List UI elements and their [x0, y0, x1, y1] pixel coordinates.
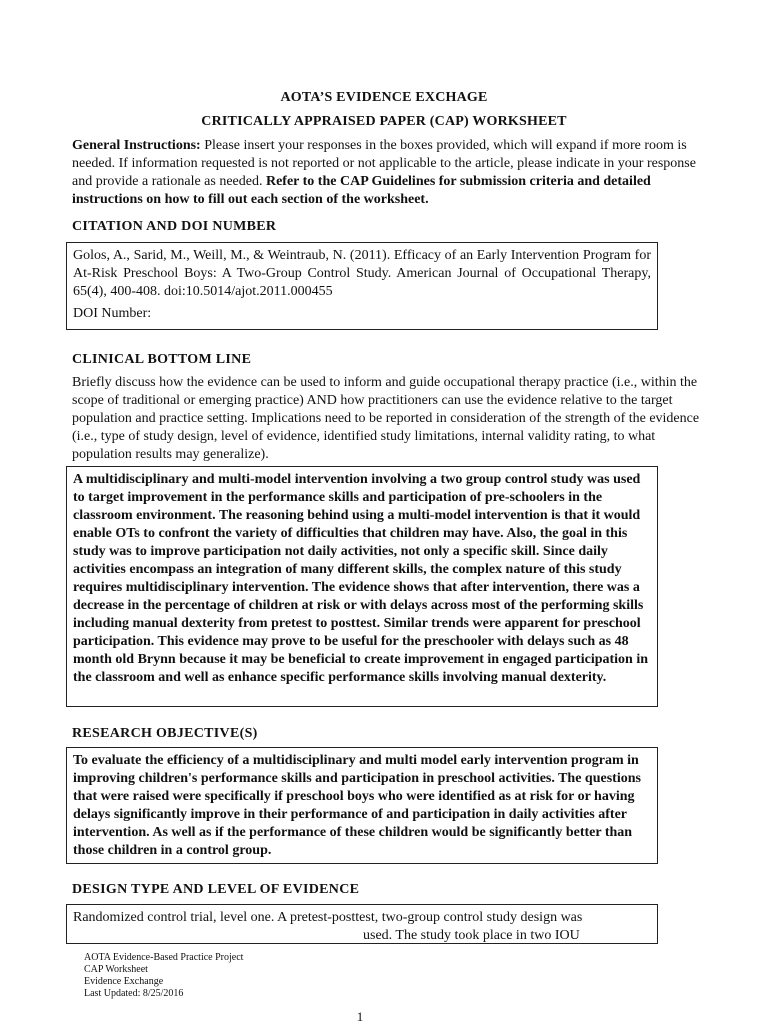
research-objective-heading: RESEARCH OBJECTIVE(S) — [72, 726, 258, 741]
design-type-line-1: Randomized control trial, level one. A pretest-posttest, two-group control study design was — [73, 910, 583, 925]
citation-text: Golos, A., Sarid, M., Weill, M., & Weintraub, N. (2011). Efficacy of an Early Intervention Program for At-Risk Preschool Boys: A Two-Group Control Study. American Journal of Occupational Therapy, 65(4), 400-408. doi:10.5014/ajot.2011.000455 — [73, 248, 651, 299]
research-objective-response: To evaluate the efficiency of a multidisciplinary and multi model early intervention program in improving children's performance skills and participation in preschool activities. The questions that were raised were specifically if preschool boys who were identified as at risk for or having delays significantly improve in their performance of and participation in daily activities after intervention. As well as if the performance of these children would be significantly better than those children in a control group. — [73, 753, 641, 858]
footer-updated: Last Updated: 8/25/2016 — [84, 988, 184, 999]
instructions-label: General Instructions: — [72, 138, 201, 153]
document-title: AOTA’S EVIDENCE EXCHAGE — [280, 90, 488, 105]
clinical-bottom-line-heading: CLINICAL BOTTOM LINE — [72, 352, 252, 367]
footer-exchange: Evidence Exchange — [84, 976, 164, 987]
design-type-box[interactable] — [66, 904, 658, 944]
clinical-bottom-line-response: A multidisciplinary and multi-model intervention involving a two group control study was used to target improvement in the performance skills and participation of pre-schoolers in the classroom environment. The reasoning behind using a multi-model intervention is that it would enable OTs to confront the variety of difficulties that children may have. Also, the goal in this study was to improve participation not daily activities, not only a specific skill. Since daily activities encompass an integration of many different skills, the complex nature of this study requires multidisciplinary intervention. The evidence shows that after intervention, there was a decrease in the percentage of children at risk or with delays across most of the performing skills including manual dexterity from pretest to posttest. Similar trends were apparent for preschool participation. This evidence may prove to be useful for the preschooler with delays such as 48 month old Brynn because it may be beneficial to create improvement in engaged participation in the classroom and well as enhance specific performance skills involving manual dexterity. — [73, 472, 649, 685]
doi-label: DOI Number: — [73, 306, 152, 321]
clinical-bottom-line-description: Briefly discuss how the evidence can be used to inform and guide occupational therapy practice (i.e., within the scope of traditional or emerging practice) AND how practitioners can use the evidence relative to the target population and practice setting. Implications need to be reported in consideration of the strength of the evidence (i.e., type of study design, level of evidence, identified study limitations, internal validity rating, to what population results may generalize). — [72, 375, 700, 462]
footer-project: AOTA Evidence-Based Practice Project — [84, 952, 244, 963]
instructions-text: Please insert your responses in the boxes provided, which will expand if more room is needed. If information requested is not reported or not applicable to the article, please indicate in your response and provide a rationale as needed. — [72, 138, 696, 189]
design-type-heading: DESIGN TYPE AND LEVEL OF EVIDENCE — [72, 882, 360, 897]
footer-worksheet: CAP Worksheet — [84, 964, 148, 975]
general-instructions — [72, 137, 712, 209]
citation-heading: CITATION AND DOI NUMBER — [72, 219, 277, 234]
instructions-bold-text: Refer to the CAP Guidelines for submission criteria and detailed instructions on how to fill out each section of the worksheet. — [72, 174, 651, 207]
research-objective-box[interactable] — [66, 747, 658, 864]
clinical-bottom-line-box[interactable] — [66, 466, 658, 707]
worksheet-title: CRITICALLY APPRAISED PAPER (CAP) WORKSHEET — [201, 114, 567, 129]
citation-box[interactable] — [66, 242, 658, 330]
page-number: 1 — [356, 1009, 364, 1024]
design-type-line-2: used. The study took place in two IOU — [363, 928, 580, 943]
page-footer — [84, 952, 243, 1000]
